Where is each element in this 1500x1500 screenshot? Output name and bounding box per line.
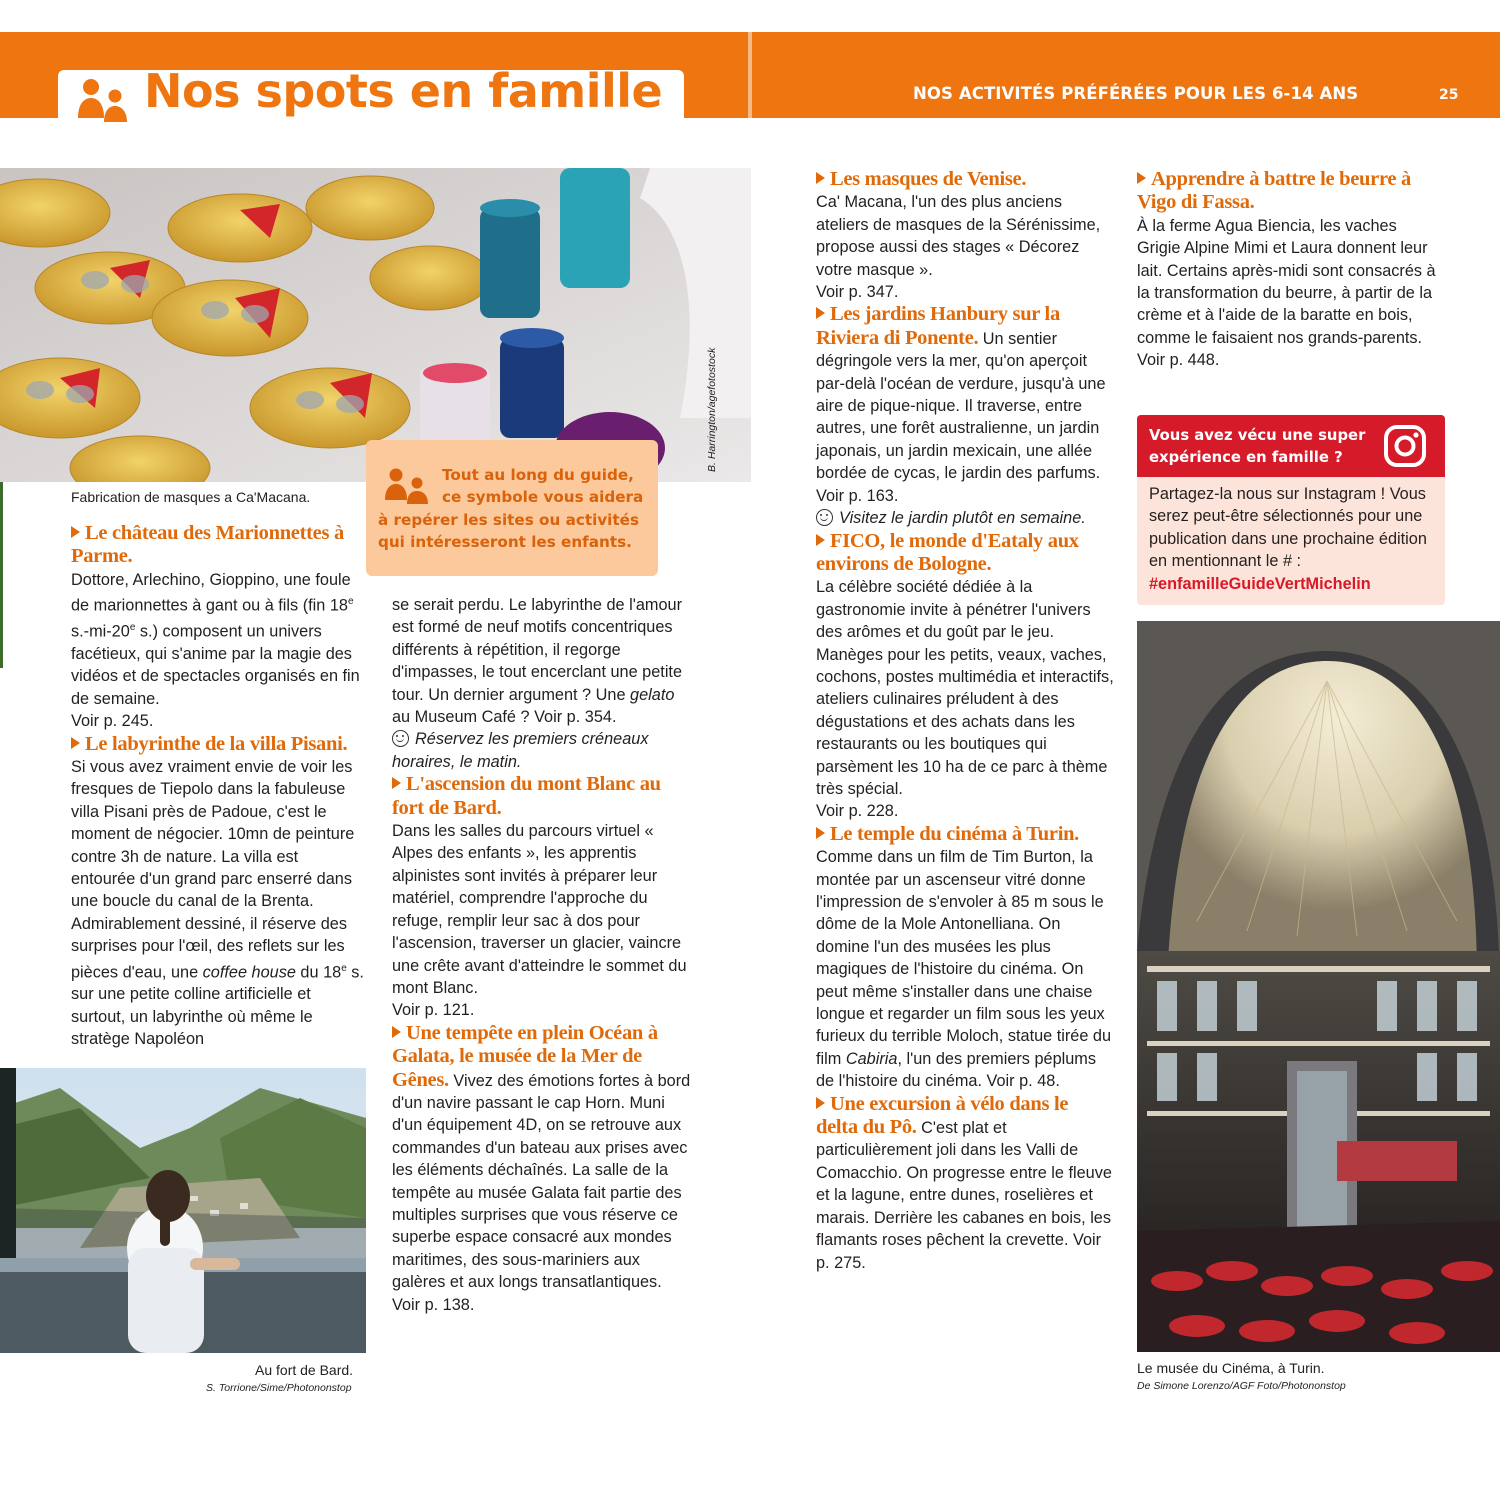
entry-title (816, 530, 1079, 575)
instagram-body (1149, 483, 1439, 595)
header-band-right (752, 32, 1500, 118)
callout-line: ce symbole vous aidera (442, 488, 644, 507)
column-2 (392, 594, 692, 1316)
instagram-heading: Vous avez vécu une super expérience en famille ? (1149, 427, 1366, 466)
entry-pisani-continued (392, 594, 692, 773)
running-head: NOS ACTIVITÉS PRÉFÉRÉES POUR LES 6-14 ANS (913, 84, 1359, 103)
entry-body: Comme dans un film de Tim Burton, la montée par un ascenseur vitré donne l'impression de s'envoler à 85 m sous le dôme de la Mole Antonelliana. On domine l'un des musées les plus magiques de l'histoire du cinéma. On peut même s'installer dans une chaise longue et regarder un film sous les yeux furieux du terrible Moloch, statue tirée du film (816, 848, 1112, 1068)
cinema-photo (1137, 621, 1500, 1352)
entry-body: au Museum Café ? (392, 708, 535, 727)
entry-pisani (71, 733, 366, 1051)
page-number: 25 (1439, 87, 1459, 103)
bard-photo-caption: Au fort de Bard. (255, 1362, 354, 1378)
entry-body: s.) composent un univers facétieux, qui s'anime par la magie des vidéos et de spectacles organisés en fin de semaine. (71, 622, 360, 708)
family-symbol-callout (366, 440, 658, 576)
page-gutter (748, 32, 752, 118)
masks-photo-credit: B. Harrington/agefotostock (706, 347, 718, 472)
bullet-triangle-icon (71, 526, 80, 538)
entry-title-text: Les jardins Hanbury sur la Riviera di Ponente. (816, 303, 1060, 349)
entry-title-text: Le château des Marionnettes à Parme. (71, 522, 344, 568)
page-reference: Voir p. 347. (816, 283, 899, 302)
entry-body: À la ferme Agua Biencia, les vaches Grigie Alpine Mimi et Laura donnent leur lait. Certains après-midi sont consacrés à la transformation du beurre, à partir de la crème et à l'aide de la baratte en bois, comme le faisaient nos grands-parents. (1137, 216, 1436, 347)
bullet-triangle-icon (816, 1097, 825, 1109)
page-reference: Voir p. 48. (986, 1072, 1060, 1091)
tip-text: Réservez les premiers créneaux horaires, le matin. (392, 730, 649, 771)
title-box (58, 70, 684, 122)
column-3 (816, 168, 1114, 1274)
bullet-triangle-icon (816, 307, 825, 319)
entry-title (816, 168, 1026, 190)
entry-title (1137, 168, 1411, 213)
callout-line: qui intéresseront les enfants. (378, 533, 632, 552)
page-reference: Voir p. 121. (392, 1001, 475, 1020)
page-title: Nos spots en famille (144, 70, 663, 118)
superscript: e (129, 622, 136, 634)
column-4 (1137, 168, 1437, 372)
smiley-icon (392, 730, 409, 747)
tip-text: Visitez le jardin plutôt en semaine. (839, 509, 1086, 528)
bard-photo (0, 1068, 366, 1353)
entry-title (71, 522, 344, 567)
tip (816, 509, 1086, 527)
tip (392, 730, 648, 770)
entry-title-text: FICO, le monde d'Eataly aux environs de Bologne. (816, 529, 1079, 575)
instagram-hashtag[interactable]: #enfamilleGuideVertMichelin (1149, 574, 1371, 593)
entry-title (392, 773, 661, 818)
entry-title-text: Le temple du cinéma à Turin. (830, 822, 1080, 845)
callout-line: Tout au long du guide, (442, 466, 634, 484)
instagram-header (1137, 415, 1445, 477)
bard-photo-credit: S. Torrione/Sime/Photononstop (206, 1382, 352, 1394)
entry-beurre (1137, 168, 1437, 372)
photo-edge-strip (0, 482, 3, 668)
superscript: e (347, 596, 354, 608)
entry-title-text: Les masques de Venise. (830, 168, 1027, 190)
smiley-icon (816, 509, 833, 526)
page-reference: Voir p. 448. (1137, 351, 1220, 370)
family-icon (76, 78, 130, 122)
entry-body: Un sentier dégringole vers la mer, qu'on aperçoit par-delà l'océan de verdure, jusqu'à une aire de pique-nique. Il traverse, entre autres, une forêt australienne, un jardin japonais, un jardin mexicain, une allée bordée de cycas, le jardin des parfums. (816, 329, 1106, 483)
entry-body: Si vous avez vraiment envie de voir les fresques de Tiepolo dans la fabuleuse villa Pisani près de Padoue, c'est le moment de négocier. 10mn de peinture contre 3h de nature. La villa est entourée d'un grand parc enserré dans une boucle du canal de la Brenta. Admirablement dessiné, il réserve des surprises pour l'œil, des reflets sur les pièces d'eau, une (71, 757, 355, 981)
entry-marionnettes (71, 522, 366, 733)
entry-title-text: Une excursion à vélo dans le delta du Pô. (816, 1092, 1069, 1139)
entry-body: Dans les salles du parcours virtuel « Alpes des enfants », les apprentis alpinistes sont invités à préparer leur matériel, comprendre l'approche du refuge, remplir leur sac à dos pour l'ascension, traverser un glacier, vaincre une crête avant d'atteindre le sommet du mont Blanc. (392, 822, 687, 997)
page-reference: Voir p. 138. (392, 1295, 475, 1314)
entry-title-text: L'ascension du mont Blanc au fort de Bard. (392, 773, 661, 819)
bullet-triangle-icon (816, 827, 825, 839)
bullet-triangle-icon (816, 534, 825, 546)
masks-photo-caption: Fabrication de masques a Ca'Macana. (71, 489, 311, 505)
column-1 (71, 522, 366, 1051)
entry-body: du 18 (295, 962, 342, 981)
entry-body: s. sur une petite colline artificielle et surtout, un labyrinthe où même le stratège Napoléon (71, 962, 364, 1049)
entry-title (71, 733, 347, 755)
page-reference: Voir p. 228. (816, 802, 899, 821)
instagram-body-text: Partagez-la nous sur Instagram ! Vous serez peut-être sélectionnés pour une publication dans une prochaine édition en mentionnant le # : (1149, 485, 1427, 571)
bullet-triangle-icon (1137, 172, 1146, 184)
page-reference: Voir p. 245. (71, 712, 154, 731)
masks-photo (0, 168, 751, 482)
superscript: e (341, 962, 347, 974)
cinema-photo-credit: De Simone Lorenzo/AGF Foto/Photononstop (1137, 1380, 1346, 1392)
entry-fico (816, 530, 1114, 823)
entry-velo (816, 1093, 1114, 1274)
entry-cinema (816, 823, 1114, 1093)
entry-body: , l'un des premiers péplums de l'histoire du cinéma. (816, 1049, 1097, 1091)
entry-body: La célèbre société dédiée à la gastronomie invite à pénétrer l'univers des arômes et du goût par le jeu. Manèges pour les petits, veaux, vaches, cochons, postes multimédia et interactifs, ateliers culinaires préludent à des dégustations et des achats dans les restaurants ou les boutiques qui parsèment les 10 ha de ce parc à thème très spécial. (816, 578, 1114, 798)
instagram-box (1137, 415, 1445, 605)
entry-body-italic: coffee house (202, 962, 296, 981)
entry-body: se serait perdu. Le labyrinthe de l'amour est formé de neuf motifs concentriques différents à répétition, il regorge d'impasses, le tout encerclant une petite tour. Un dernier argument ? Une (392, 596, 683, 704)
entry-body-italic: gelato (630, 685, 675, 704)
bullet-triangle-icon (71, 737, 80, 749)
entry-title-text: Apprendre à battre le beurre à Vigo di Fassa. (1137, 168, 1411, 214)
entry-title-text: Le labyrinthe de la villa Pisani. (85, 732, 348, 755)
entry-title-text: Une tempête en plein Océan à Galata, le musée de la Mer de Gênes. (392, 1021, 658, 1091)
page-reference: Voir p. 354. (534, 708, 617, 727)
entry-body: s.-mi-20 (71, 622, 130, 641)
entry-body: Dottore, Arlechino, Gioppino, une foule de marionnettes à gant ou à fils (fin 18 (71, 570, 351, 615)
entry-galata (392, 1022, 692, 1316)
entry-bard (392, 773, 692, 1021)
entry-body-italic: Cabiria (845, 1049, 898, 1068)
cinema-photo-caption: Le musée du Cinéma, à Turin. (1137, 1360, 1325, 1376)
bullet-triangle-icon (392, 777, 401, 789)
callout-line: à repérer les sites ou activités (378, 510, 639, 529)
entry-body: C'est plat et particulièrement joli dans les Valli de Comacchio. On progresse entre le fleuve et la lagune, entre dunes, roselières et marais. Derrière les cabanes en bois, les flamants roses pêchent la crevette. (816, 1119, 1112, 1250)
callout-text (378, 464, 648, 554)
entry-body: Ca' Macana, l'un des plus anciens ateliers de masques de la Sérénissime, propose aussi des stages « Décorez votre masque ». (816, 193, 1101, 279)
bullet-triangle-icon (816, 172, 825, 184)
page-reference: Voir p. 275. (816, 1231, 1102, 1272)
entry-body: Vivez des émotions fortes à bord d'un navire passant le cap Horn. Muni d'un équipement 4D, on se retrouve aux commandes d'un bateau aux prises avec les éléments déchaînés. La salle de la tempête au musée Galata fait partie des multiples surprises que vous réserve ce superbe espace consacré aux mondes maritimes, des sous-mariniers aux galères et aux longs transatlantiques. (392, 1071, 691, 1292)
instagram-icon[interactable] (1383, 424, 1427, 468)
page-reference: Voir p. 163. (816, 486, 899, 505)
entry-masques (816, 168, 1114, 303)
entry-hanbury (816, 303, 1114, 529)
bullet-triangle-icon (392, 1026, 401, 1038)
entry-title (816, 823, 1079, 845)
